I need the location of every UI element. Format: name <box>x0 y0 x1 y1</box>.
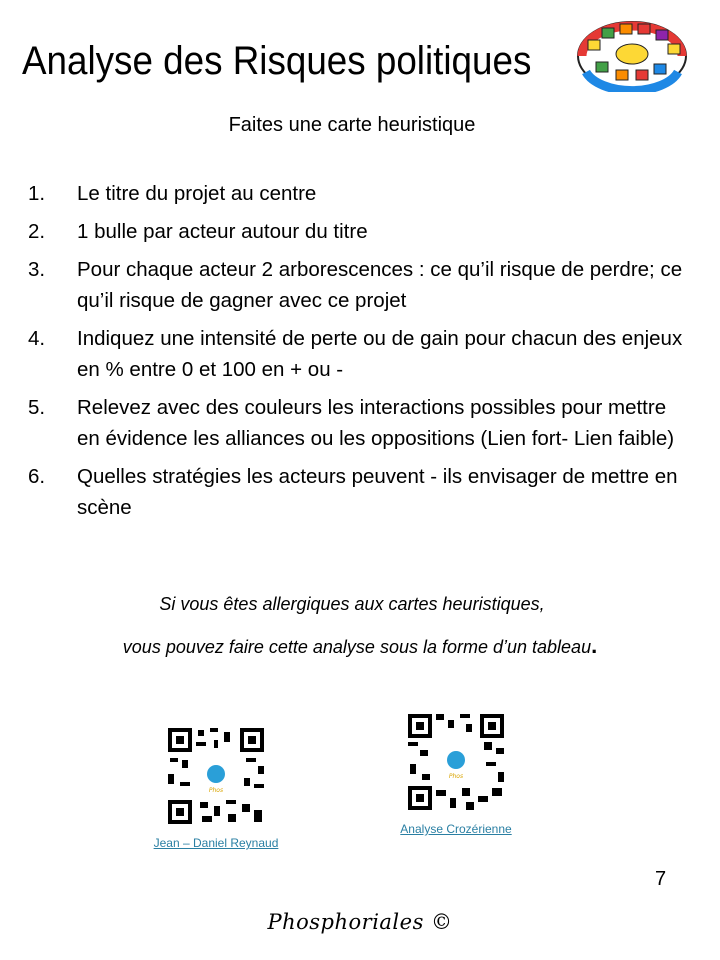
link-jean-daniel-reynaud[interactable]: Jean – Daniel Reynaud <box>153 836 279 850</box>
instruction-list <box>28 178 688 530</box>
step-number: 5. <box>28 396 46 419</box>
step-number: 2. <box>28 220 46 243</box>
link-analyse-crozerienne[interactable]: Analyse Crozérienne <box>400 822 512 836</box>
note-line-2-text: vous pouvez faire cette analyse sous la forme d’un tableau <box>122 637 592 657</box>
footer-brand: Phosphoriales © <box>267 910 453 934</box>
svg-text:Phos: Phos <box>208 787 224 794</box>
step-text: Relevez avec des couleurs les interactions possibles pour mettre en évidence les alliances ou les oppositions (Lien fort- Lien faible) <box>77 396 675 450</box>
note-line-2 <box>8 635 712 658</box>
list-item <box>28 216 688 247</box>
step-number: 6. <box>28 465 46 488</box>
step-text: Indiquez une intensité de perte ou de gain pour chacun des enjeux en % entre 0 et 100 en + ou - <box>77 327 683 381</box>
list-item <box>28 323 688 385</box>
note-line-1: Si vous êtes allergiques aux cartes heuristiques, <box>159 594 545 614</box>
qr-code-icon[interactable] <box>166 726 266 826</box>
qr-block-crozerienne <box>366 712 546 836</box>
qr-code-icon[interactable] <box>406 712 506 812</box>
qr-block-reynaud <box>126 726 306 850</box>
board-game-logo <box>576 20 688 92</box>
page-number: 7 <box>655 868 667 890</box>
svg-text:Phos: Phos <box>448 773 464 780</box>
step-number: 3. <box>28 258 46 281</box>
page-title: Analyse des Risques politiques <box>22 39 532 83</box>
step-text: Pour chaque acteur 2 arborescences : ce qu’il risque de perdre; ce qu’il risque de gagner avec ce projet <box>77 258 683 312</box>
note-line-2-end: . <box>591 633 598 658</box>
step-text: Le titre du projet au centre <box>77 182 317 205</box>
step-number: 4. <box>28 327 46 350</box>
step-text: Quelles stratégies les acteurs peuvent - ils envisager de mettre en scène <box>77 465 678 519</box>
list-item <box>28 254 688 316</box>
step-text: 1 bulle par acteur autour du titre <box>77 220 368 243</box>
step-number: 1. <box>28 182 46 205</box>
list-item <box>28 178 688 209</box>
subtitle: Faites une carte heuristique <box>228 114 476 136</box>
list-item <box>28 392 688 454</box>
list-item <box>28 461 688 523</box>
